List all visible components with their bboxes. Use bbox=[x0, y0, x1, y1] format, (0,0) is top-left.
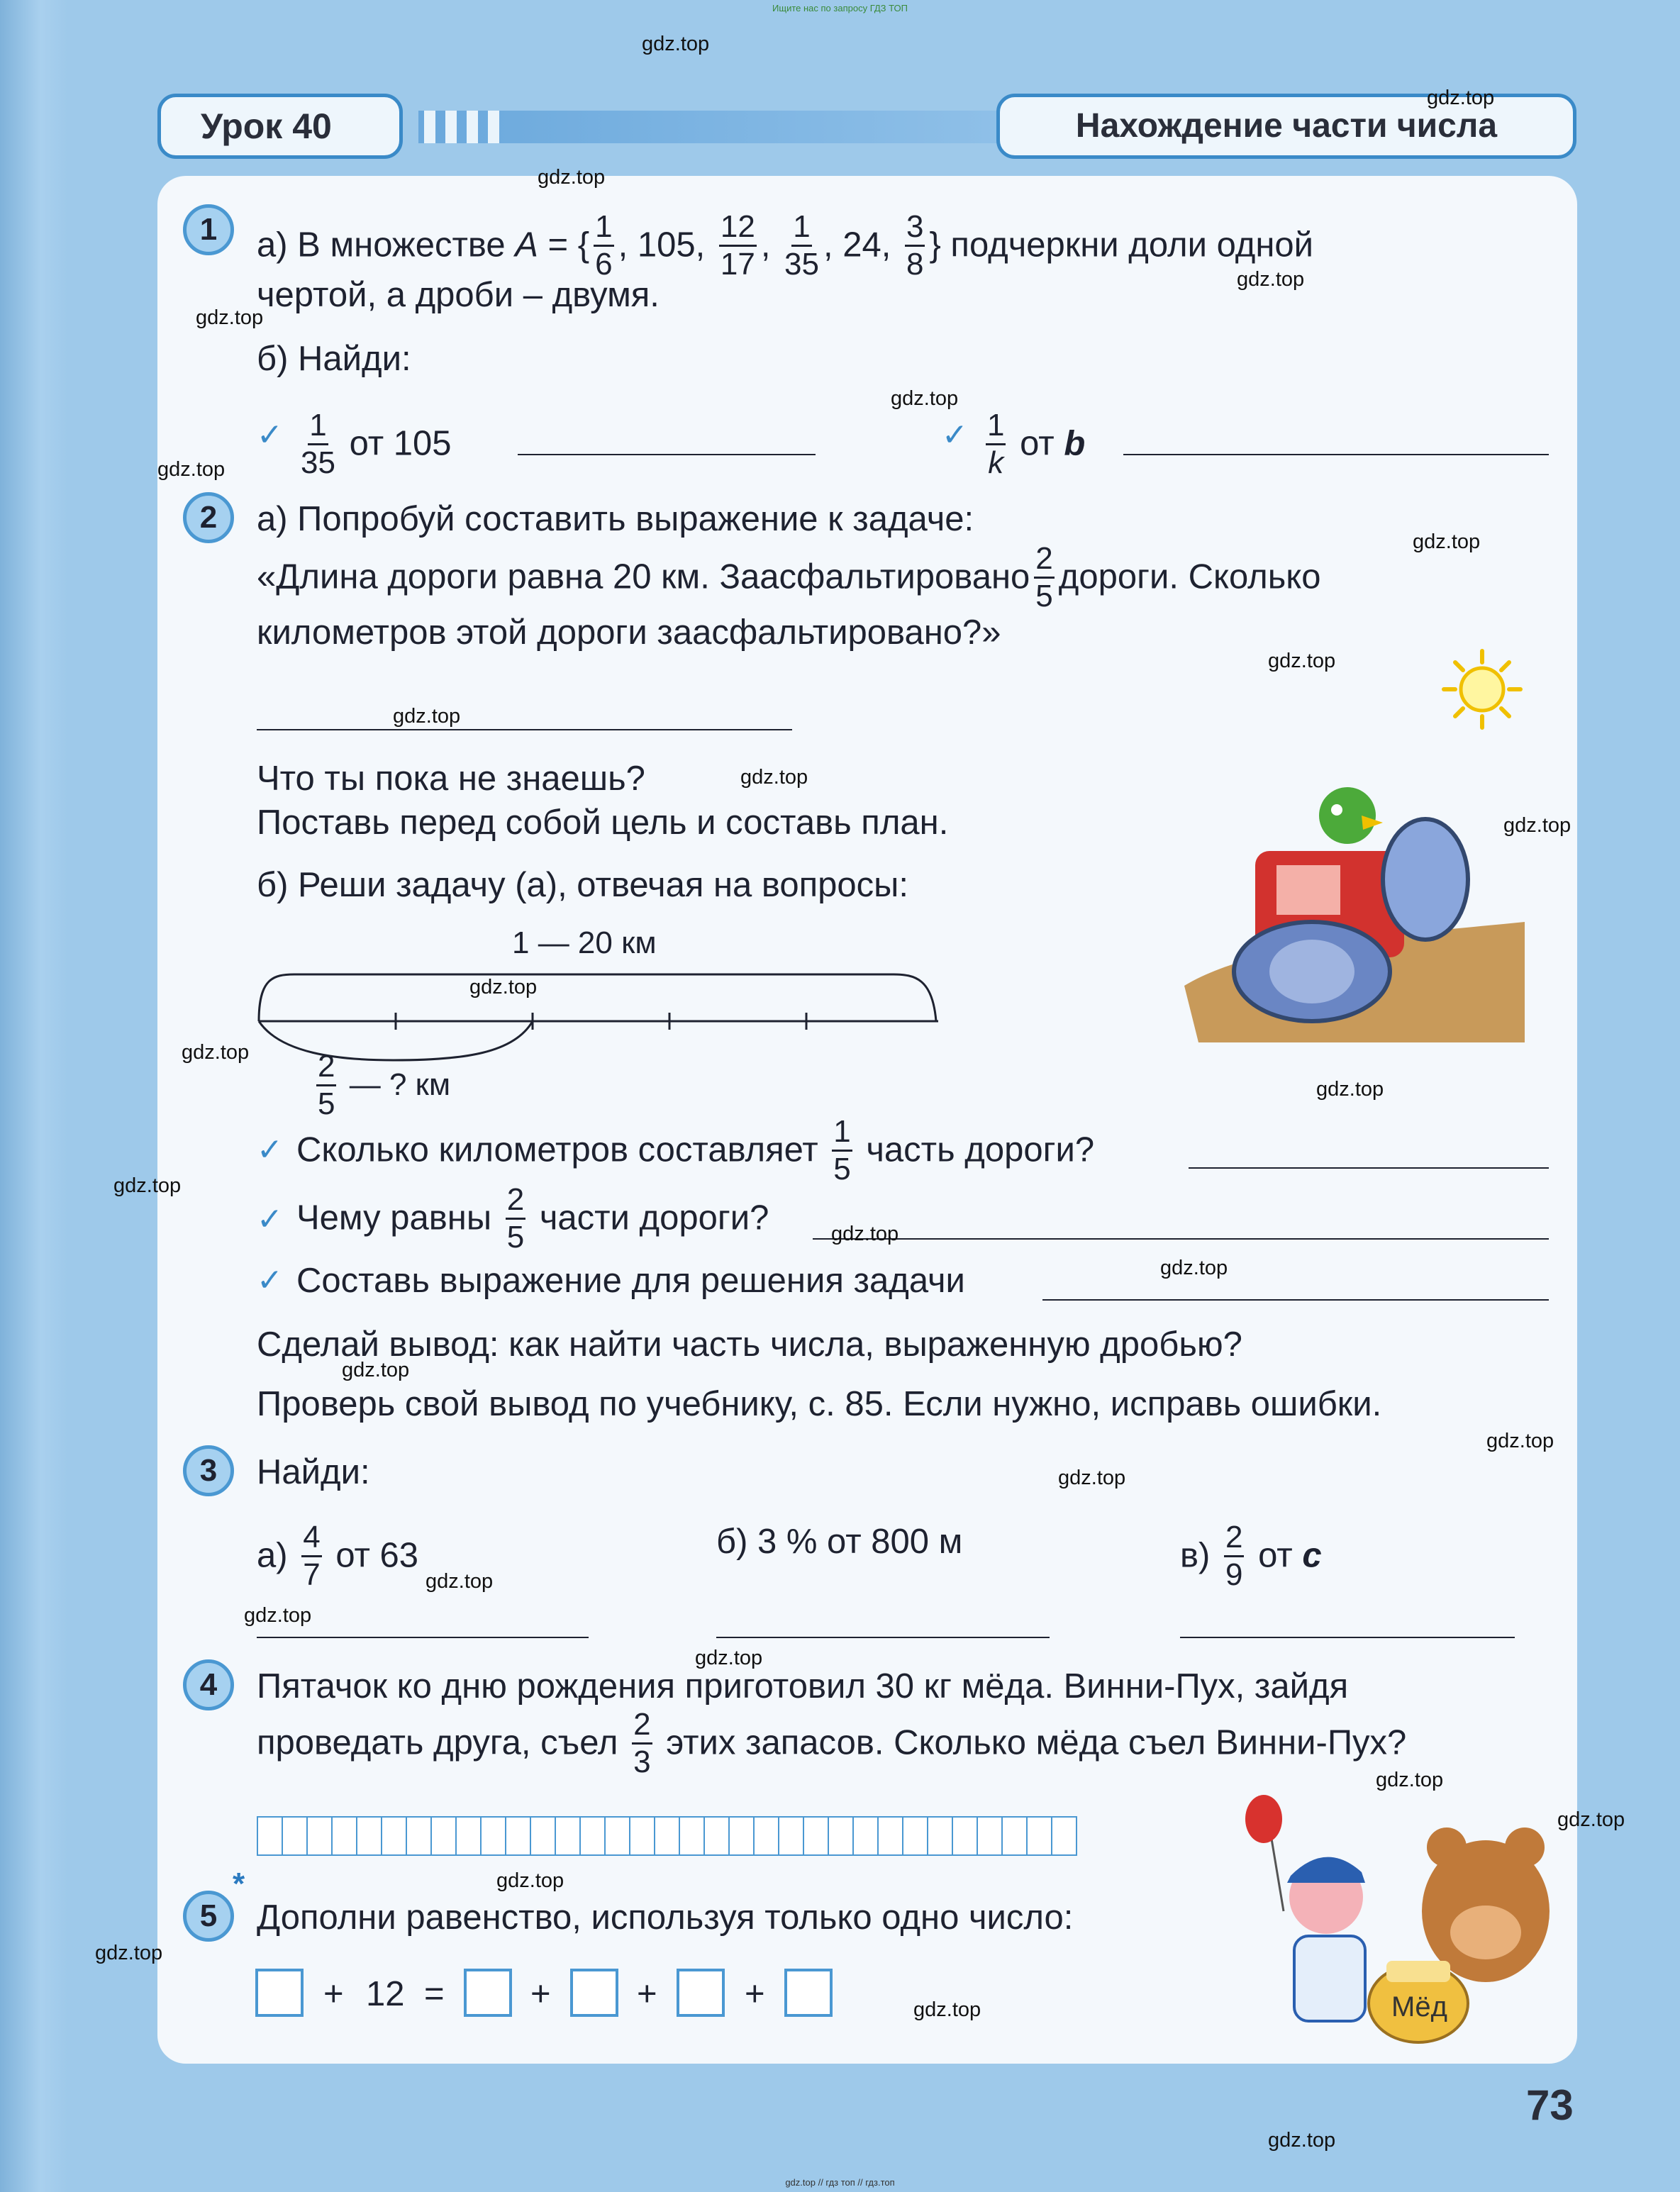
task-2b-q2: Чему равны $\frac{2}{5}$ части дороги? bbox=[296, 1182, 769, 1254]
task-4-badge: 4 bbox=[183, 1659, 234, 1710]
road-roller-illustration bbox=[1170, 759, 1539, 1042]
task-1b-label: б) Найди: bbox=[257, 340, 411, 378]
watermark: gdz.top bbox=[1557, 1808, 1625, 1831]
book-spine bbox=[0, 0, 67, 2192]
task-1b-item2: $\frac{1}{k}$ от b bbox=[987, 408, 1086, 480]
task-3b: б) 3 % от 800 м bbox=[716, 1523, 963, 1561]
task-3-badge: 3 bbox=[183, 1445, 234, 1496]
answer-line[interactable] bbox=[1180, 1637, 1515, 1638]
watermark: gdz.top bbox=[244, 1604, 312, 1627]
top-note: Ищите нас по запросу ГДЗ ТОП bbox=[772, 3, 908, 13]
watermark: gdz.top bbox=[740, 766, 808, 789]
task-2-badge: 2 bbox=[183, 492, 234, 543]
task-2b-q1: Сколько километров составляет $\frac{1}{5}$ часть дороги? bbox=[296, 1114, 1095, 1186]
watermark: gdz.top bbox=[1058, 1467, 1126, 1489]
task-1-badge: 1 bbox=[183, 204, 234, 255]
star-icon: * bbox=[233, 1866, 245, 1901]
task-2b-q3: Составь выражение для решения задачи bbox=[296, 1262, 965, 1300]
answer-line[interactable] bbox=[1042, 1299, 1549, 1301]
watermark: gdz.top bbox=[1268, 650, 1336, 672]
watermark: gdz.top bbox=[393, 705, 461, 728]
task-4-line1: Пятачок ко дню рождения приготовил 30 кг мёда. Винни-Пух, зайдя bbox=[257, 1667, 1349, 1706]
answer-line[interactable] bbox=[1189, 1167, 1549, 1169]
task-1a-line2: чертой, а дроби – двумя. bbox=[257, 276, 660, 314]
task-4-line2: проведать друга, съел $\frac{2}{3}$ этих запасов. Сколько мёда съел Винни-Пух? bbox=[257, 1707, 1407, 1779]
equation-box[interactable] bbox=[677, 1969, 725, 2017]
watermark: gdz.top bbox=[157, 458, 226, 481]
watermark: gdz.top bbox=[182, 1041, 250, 1064]
task-2-goal: Поставь перед собой цель и составь план. bbox=[257, 803, 949, 842]
task-1a-text: а) В множестве A = { $\frac{1}{6}$ , 105, $\frac{12}{17}$ , $\frac{1}{35}$ , 24, $\frac{3}{8}$ } подчеркни доли одной bbox=[257, 209, 1314, 282]
task-3c: в) $\frac{2}{9}$ от с bbox=[1180, 1520, 1322, 1592]
task-5-line: Дополни равенство, используя только одно число: bbox=[257, 1898, 1074, 1937]
task-2b-line: б) Реши задачу (а), отвечая на вопросы: bbox=[257, 866, 908, 904]
answer-grid[interactable] bbox=[257, 1816, 1076, 1856]
check-icon: ✓ bbox=[257, 1133, 283, 1167]
watermark: gdz.top bbox=[113, 1174, 182, 1197]
watermark: gdz.top bbox=[1376, 1769, 1444, 1791]
fraction: $\frac{1}{6}$ bbox=[595, 209, 613, 282]
watermark: gdz.top bbox=[1268, 2129, 1336, 2152]
watermark: gdz.top bbox=[95, 1942, 163, 1964]
task-2-question-line2: километров этой дороги заасфальтировано?» bbox=[257, 613, 1001, 652]
equation-box[interactable] bbox=[784, 1969, 833, 2017]
watermark: gdz.top bbox=[1413, 530, 1481, 553]
check-icon: ✓ bbox=[257, 1263, 283, 1298]
equation-box[interactable] bbox=[570, 1969, 618, 2017]
answer-line[interactable] bbox=[813, 1238, 1549, 1240]
watermark: gdz.top bbox=[496, 1869, 564, 1892]
sun-icon bbox=[1440, 647, 1525, 732]
check-icon: ✓ bbox=[257, 418, 283, 452]
fraction: $\frac{3}{8}$ bbox=[906, 209, 924, 282]
honey-label: Мёд bbox=[1391, 1991, 1447, 2023]
answer-line[interactable] bbox=[716, 1637, 1050, 1638]
task-2-check-textbook: Проверь свой вывод по учебнику, с. 85. Если нужно, исправь ошибки. bbox=[257, 1385, 1382, 1423]
equals-sign: = bbox=[424, 1975, 445, 2013]
piglet-and-pooh-illustration bbox=[1206, 1791, 1560, 2053]
task-5-badge: 5 bbox=[183, 1891, 234, 1942]
diagram-bottom-label: $\frac{2}{5}$ — ? км bbox=[318, 1049, 451, 1121]
task-3-label: Найди: bbox=[257, 1453, 370, 1491]
watermark: gdz.top bbox=[642, 33, 710, 55]
task-2-question-line1: «Длина дороги равна 20 км. Заасфальтировано $\frac{2}{5}$ дороги. Сколько bbox=[257, 541, 1321, 613]
check-icon: ✓ bbox=[257, 1202, 283, 1237]
answer-line[interactable] bbox=[518, 454, 816, 455]
watermark: gdz.top bbox=[1160, 1257, 1228, 1279]
diagram-top-label: 1 — 20 км bbox=[512, 925, 657, 960]
task-3a: а) $\frac{4}{7}$ от 63 bbox=[257, 1520, 419, 1592]
answer-line[interactable] bbox=[257, 1637, 589, 1638]
watermark: gdz.top bbox=[831, 1223, 899, 1245]
watermark: gdz.top bbox=[1427, 87, 1495, 109]
task-2a-line: а) Попробуй составить выражение к задаче: bbox=[257, 500, 974, 538]
answer-line[interactable] bbox=[257, 729, 792, 730]
watermark: gdz.top bbox=[913, 1998, 981, 2021]
watermark: gdz.top bbox=[342, 1359, 410, 1381]
lesson-badge: Урок 40 bbox=[157, 94, 403, 159]
watermark: gdz.top bbox=[538, 166, 606, 189]
plus-sign: + bbox=[745, 1975, 765, 2013]
plus-sign: + bbox=[530, 1975, 551, 2013]
equation-box[interactable] bbox=[464, 1969, 512, 2017]
watermark: gdz.top bbox=[1503, 814, 1571, 837]
task-2-unknown: Что ты пока не знаешь? bbox=[257, 760, 645, 798]
task-1b-item1: $\frac{1}{35}$ от 105 bbox=[301, 408, 452, 480]
bottom-note: gdz.top // гдз топ // гдз.топ bbox=[785, 2177, 895, 2188]
header-bar bbox=[418, 111, 1007, 143]
watermark: gdz.top bbox=[469, 976, 538, 998]
watermark: gdz.top bbox=[891, 387, 959, 410]
answer-line[interactable] bbox=[1123, 454, 1549, 455]
watermark: gdz.top bbox=[695, 1647, 763, 1669]
watermark: gdz.top bbox=[1486, 1430, 1554, 1452]
fraction: $\frac{1}{35}$ bbox=[784, 209, 819, 282]
equation-box[interactable] bbox=[255, 1969, 304, 2017]
watermark: gdz.top bbox=[1237, 268, 1305, 291]
fraction: $\frac{12}{17}$ bbox=[720, 209, 755, 282]
watermark: gdz.top bbox=[196, 306, 264, 329]
plus-sign: + bbox=[637, 1975, 657, 2013]
number-twelve: 12 bbox=[366, 1975, 405, 2013]
check-icon: ✓ bbox=[942, 418, 968, 452]
topic-title: Нахождение части числа bbox=[996, 94, 1576, 159]
page-number: 73 bbox=[1526, 2081, 1574, 2129]
watermark: gdz.top bbox=[425, 1570, 494, 1593]
task-2-conclusion: Сделай вывод: как найти часть числа, выраженную дробью? bbox=[257, 1325, 1242, 1364]
plus-sign: + bbox=[323, 1975, 344, 2013]
watermark: gdz.top bbox=[1316, 1078, 1384, 1101]
